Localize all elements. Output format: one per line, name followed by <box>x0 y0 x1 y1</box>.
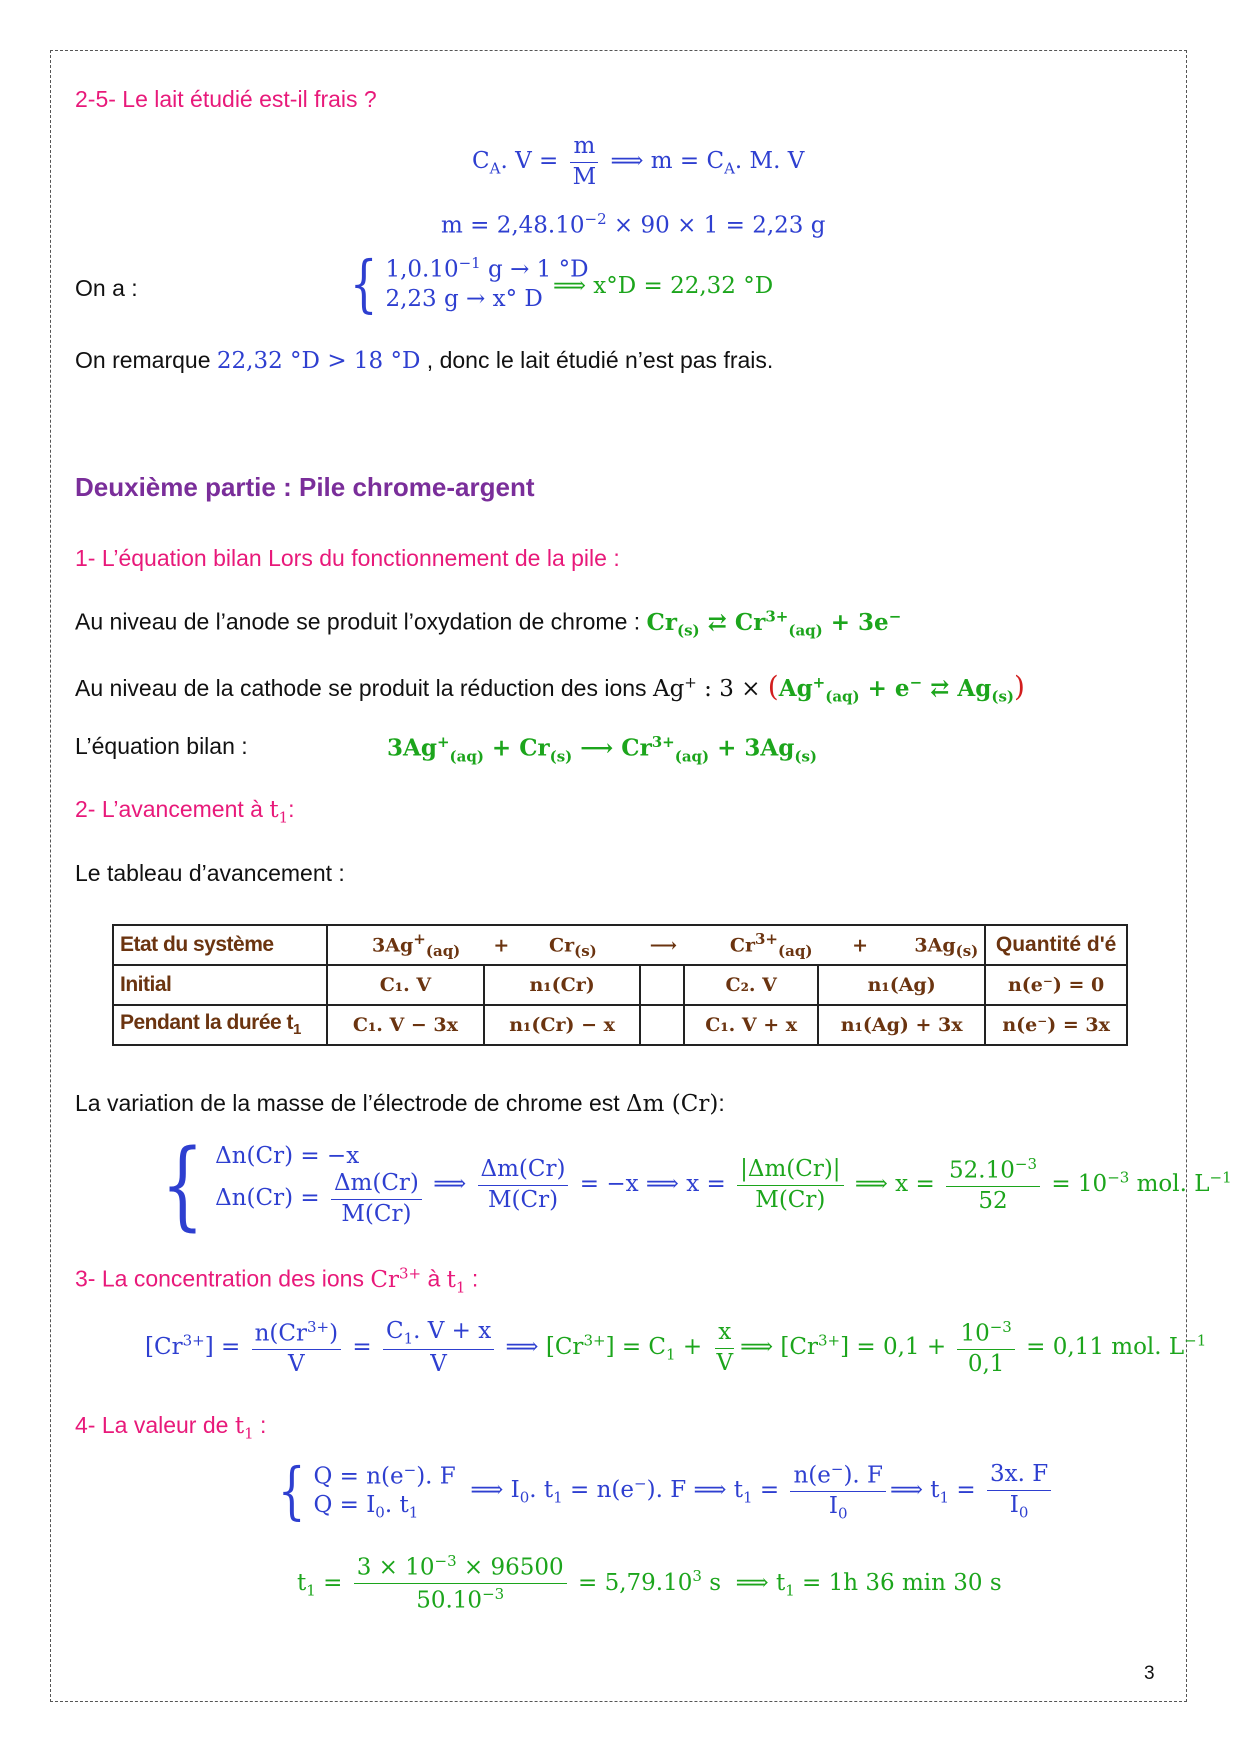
variation-line: La variation de la masse de l’électrode de chrome est Δm (Cr): <box>75 1090 725 1117</box>
heading-2-5: 2-5- Le lait étudié est-il frais ? <box>75 86 377 112</box>
table-cell: n(e⁻) = 3x <box>985 1005 1127 1045</box>
table-cell <box>640 1005 684 1045</box>
table-cell: C₁. V + x <box>684 1005 818 1045</box>
question-1: 1- L’équation bilan Lors du fonctionnement de la pile : <box>75 545 620 571</box>
question-4: 4- La valeur de $t_1$ : <box>75 1412 267 1443</box>
proportion-system: { $1,0.10^{-1}$ g → 1 °D 2,23 g → x° D <box>349 247 589 320</box>
bilan-label: L’équation bilan : <box>75 733 248 759</box>
proportion-result: ⟹ x°D = 22,32 °D <box>553 273 774 299</box>
time-derivation: { Q = n(e−). F $Q = I_0$. $t_1$ ⟹ $I_0$. $t_1 = n(e^-)$. F ⟹ $t_1$ = $\frac{n(e^-). F}{I_0}$ ⟹ $t_1$ = $\frac{3x. F}{I_0}$ <box>272 1460 1055 1523</box>
table-row-label: Initial <box>113 965 327 1005</box>
time-value: $t_1$ = $\frac{3 \times 10^{-3} \times 96500}{50.10^{-3}}$ = $5,79.10^3$ s ⟹ $t_1 = 1h$ 36 min 30 s <box>297 1552 1002 1614</box>
table-row <box>113 965 1127 1005</box>
table-cell: n₁(Ag) <box>818 965 985 1005</box>
equation-mass-relation: $C_A$. V = $\frac{m}{M}$ ⟹ $m = C_A$. M. V <box>472 133 805 190</box>
table-cell: C₁. V <box>327 965 484 1005</box>
table-cell: C₂. V <box>684 965 818 1005</box>
table-cell: C₁. V − 3x <box>327 1005 484 1045</box>
tableau-label: Le tableau d’avancement : <box>75 860 345 886</box>
page-number: 3 <box>1144 1663 1155 1684</box>
table-header-row <box>113 925 1127 965</box>
part2-title: Deuxième partie : Pile chrome-argent <box>75 472 535 502</box>
table-cell: n₁(Cr) <box>484 965 641 1005</box>
table-qty-header: Quantité d'é <box>985 925 1127 965</box>
question-2: 2- L’avancement à $t_1$: <box>75 796 295 827</box>
advancement-table <box>112 924 1128 1046</box>
table-cell <box>640 965 684 1005</box>
anode-line: Au niveau de l’anode se produit l’oxydation de chrome : $Cr_{(s)}$ ⇄ $Cr^{3+}_{(aq)} + 3e^-$ <box>75 607 902 640</box>
advancement-derivation: { Δn(Cr) = −x Δn(Cr) = $\frac{\Delta m(Cr)}{M(Cr)}$ ⟹ $\frac{\Delta m(Cr)}{M(Cr)}$ = −x ⟹ x = $\frac{|\Delta m(Cr)|}{M(Cr)}$ ⟹ x = $\frac{52.10^{-3}}{52}$ = $10^{-3}$ mol. $L^{-1}$ <box>161 1129 1232 1241</box>
bilan-equation: $3Ag^+_{(aq)} + Cr_{(s)}$ ⟶ $Cr^{3+}_{(aq)} + 3Ag_{(s)}$ <box>387 733 817 766</box>
question-3: 3- La concentration des ions $Cr^{3+}$ à $t_1$ : <box>75 1264 479 1297</box>
table-reaction-header: $3Ag^+_{(aq)}$ + $Cr_{(s)}$ ⟶ $Cr^{3+}_{(aq)}$ + $3Ag_{(s)}$ <box>327 925 985 965</box>
equation-mass-value: $m = 2,48.10^{-2} \times 90 \times 1 = 2,23$ g <box>441 210 826 239</box>
table-row <box>113 1005 1127 1045</box>
remark-line: On remarque 22,32 °D > 18 °D , donc le lait étudié n’est pas frais. <box>75 347 774 374</box>
table-cell: n₁(Ag) + 3x <box>818 1005 985 1045</box>
table-row-label: Pendant la durée $t_1$ <box>113 1005 327 1045</box>
table-cell: n(e⁻) = 0 <box>985 965 1127 1005</box>
table-row-label: Etat du système <box>113 925 327 965</box>
on-a-label: On a : <box>75 275 138 301</box>
concentration-derivation: $[Cr^{3+}]$ = $\frac{n(Cr^{3+})}{V}$ = $\frac{C_1. V + x}{V}$ ⟹ $[Cr^{3+}] = C_1$ + $\frac{x}{V}$ ⟹ $[Cr^{3+}] = 0,1$ + $\frac{10^{-3}}{0,1}$ = 0,11 mol. $L^{-1}$ <box>145 1318 1207 1378</box>
cathode-line: Au niveau de la cathode se produit la réduction des ions Ag+ : $3 \times (Ag^+_{(aq)} + e^-$ ⇄ $Ag_{(s)}$) <box>75 670 1025 706</box>
table-cell: n₁(Cr) − x <box>484 1005 641 1045</box>
